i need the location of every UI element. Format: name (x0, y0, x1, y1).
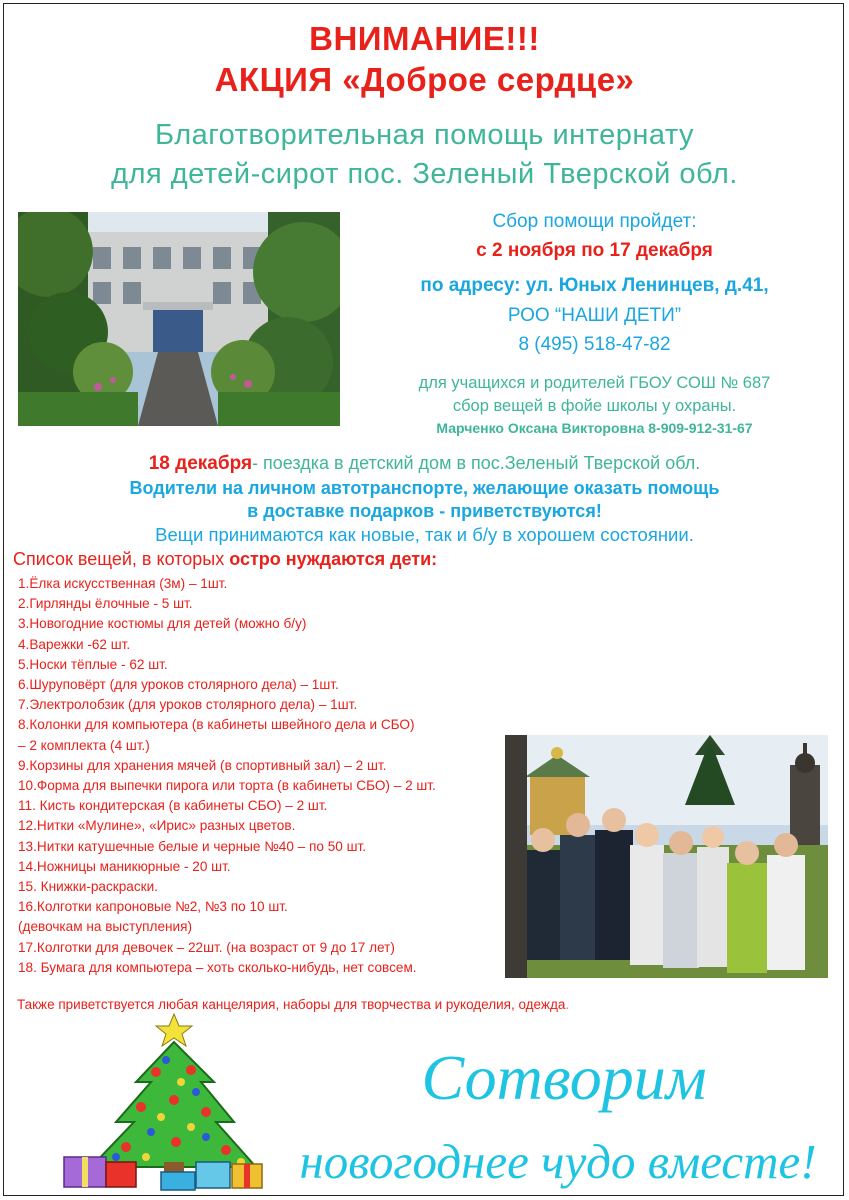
footer-note-text: Также приветствуется любая канцелярия, наборы для творчества и рукоделия, одежда (17, 997, 566, 1012)
list-item: 9.Корзины для хранения мячей (в спортивный зал) – 2 шт. (18, 757, 387, 773)
list-item: 10.Форма для выпечки пирога или торта (в кабинеты СБО) – 2 шт. (18, 778, 436, 794)
list-item: 15. Книжки-раскраски. (18, 879, 158, 895)
collection-intro: Сбор помощи пройдет: (492, 211, 697, 232)
list-title-plain: Список вещей, в которых (13, 549, 230, 569)
collection-address: по адресу: ул. Юных Ленинцев, д.41, (420, 275, 769, 296)
list-item: 8.Колонки для компьютера (в кабинеты швейного дела и СБО) (18, 717, 415, 733)
list-item: 12.Нитки «Мулине», «Ирис» разных цветов. (18, 818, 296, 834)
list-item: 13.Нитки катушечные белые и черные №40 – по 50 шт. (18, 838, 367, 854)
campaign-heading: АКЦИЯ «Доброе сердце» (214, 61, 635, 98)
list-item: 2.Гирлянды ёлочные - 5 шт. (18, 596, 193, 612)
list-item: 16.Колготки капроновые №2, №3 по 10 шт. (18, 899, 288, 915)
collection-phone: 8 (495) 518-47-82 (518, 334, 671, 355)
list-item: 18. Бумага для компьютера – хоть сколько-нибудь, нет совсем. (18, 959, 417, 975)
needs-list (18, 574, 518, 978)
list-title-bold: остро нуждаются дети: (229, 549, 438, 569)
attention-heading: ВНИМАНИЕ!!! (309, 20, 540, 57)
list-item: 7.Электролобзик (для уроков столярного дела) – 1шт. (18, 697, 358, 713)
christmas-tree-illustration (56, 1012, 271, 1192)
list-title (13, 546, 437, 572)
list-item: 5.Носки тёплые - 62 шт. (18, 656, 168, 672)
poster (3, 3, 844, 1196)
trip-line (4, 450, 844, 477)
collection-dates: с 2 ноября по 17 декабря (476, 240, 713, 261)
list-item: 6.Шуруповёрт (для уроков столярного дела) – 1шт. (18, 677, 339, 693)
accepted-condition: Вещи принимаются как новые, так и б/у в хорошем состоянии. (155, 524, 694, 545)
school-building-photo (18, 212, 340, 426)
list-item: 3.Новогодние костюмы для детей (можно б/у) (18, 616, 307, 632)
list-item: 11. Кисть кондитерская (в кабинеты СБО) – 2 шт. (18, 798, 328, 814)
drivers-line-2: в доставке подарков - приветствуются! (247, 501, 602, 521)
school-line-2: сбор вещей в фойе школы у охраны. (452, 397, 737, 415)
slogan-line-1: Сотворим (421, 1042, 707, 1113)
subtitle-line-2: для детей-сирот пос. Зеленый Тверской обл. (111, 158, 738, 190)
subtitle-line-1: Благотворительная помощь интернату (154, 119, 695, 151)
list-item: 17.Колготки для девочек – 22шт. (на возраст от 9 до 17 лет) (18, 939, 395, 955)
drivers-line-1: Водители на личном автотранспорте, желающие оказать помощь (129, 478, 720, 498)
list-item: 14.Ножницы маникюрные - 20 шт. (18, 858, 231, 874)
collection-org: РОО “НАШИ ДЕТИ” (507, 305, 682, 326)
list-item: 1.Ёлка искусственная (3м) – 1шт. (18, 576, 228, 591)
trip-text: - поездка в детский дом в пос.Зеленый Тверской обл. (252, 453, 701, 473)
children-group-photo (505, 735, 828, 978)
list-item: 4.Варежки -62 шт. (18, 636, 131, 652)
school-line-1: для учащихся и родителей ГБОУ СОШ № 687 (418, 374, 771, 392)
list-item: (девочкам на выступления) (18, 919, 193, 935)
footer-note-period: . (565, 997, 570, 1012)
trip-date: 18 декабря (148, 453, 253, 474)
list-item: – 2 комплекта (4 шт.) (18, 737, 150, 753)
slogan-line-2: новогоднее чудо вместе! (299, 1134, 817, 1189)
contact-person: Марченко Оксана Викторовна 8-909-912-31-67 (436, 420, 753, 436)
